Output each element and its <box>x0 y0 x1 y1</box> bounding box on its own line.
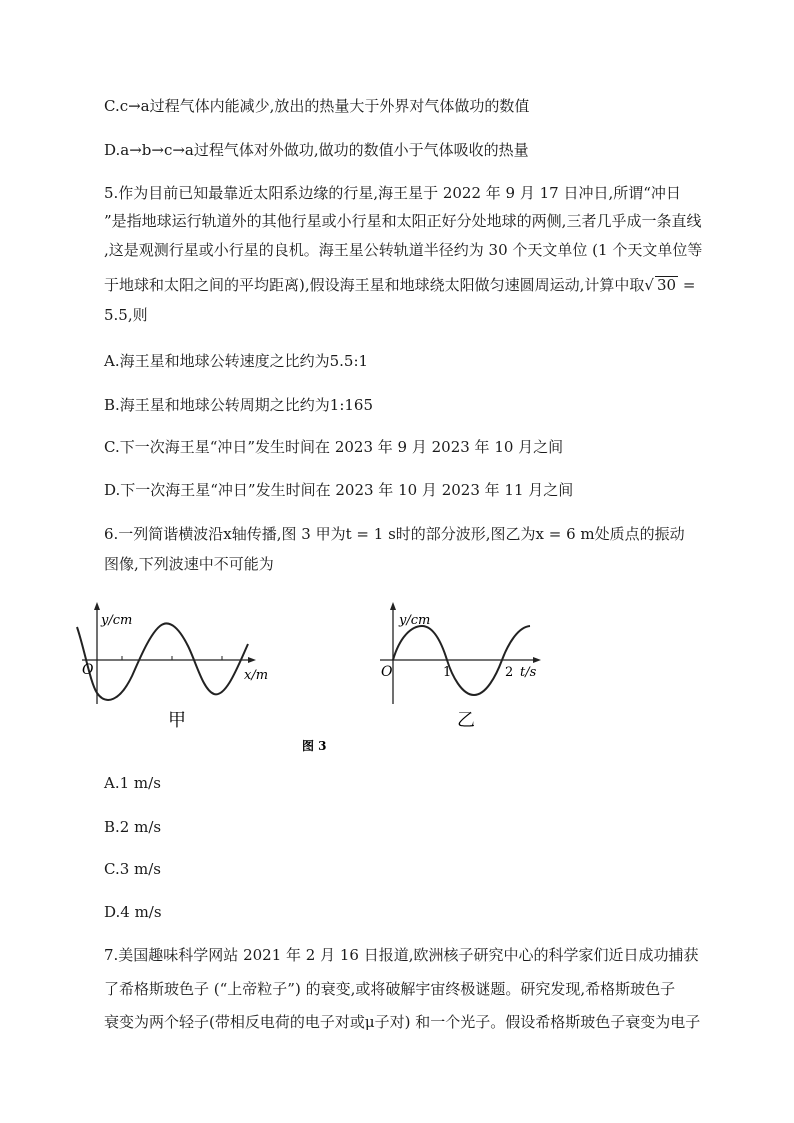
q5-stem-line-1: 5.作为目前已知最靠近太阳系边缘的行星,海王星于 2022 年 9 月 17 日冲日,所谓“冲日 <box>104 184 681 202</box>
q6-stem-line-2: 图像,下列波速中不可能为 <box>104 555 274 573</box>
q5-option-b: B.海王星和地球公转周期之比约为1:165 <box>104 396 374 414</box>
sqrt-sign: √ <box>644 276 654 294</box>
jia-y-label: y/cm <box>101 613 133 628</box>
yi-y-arrow <box>390 602 396 610</box>
q5-stem-line-3: ,这是观测行星或小行星的良机。海王星公转轨道半径约为 30 个天文单位 (1 个天文单位等 <box>104 241 703 259</box>
q5-stem-line-2: ”是指地球运行轨道外的其他行星或小行星和太阳正好分处地球的两侧,三者几乎成一条直线 <box>104 212 702 230</box>
yi-tick-label-2: 2 <box>505 665 514 680</box>
jia-caption: 甲 <box>168 710 186 731</box>
q5-stem-line-5: 5.5,则 <box>104 306 148 324</box>
q6-option-d: D.4 m/s <box>104 903 162 921</box>
q5-option-d: D.下一次海王星“冲日”发生时间在 2023 年 10 月 2023 年 11 月之间 <box>104 481 574 499</box>
jia-y-arrow <box>94 602 100 610</box>
graph-yi <box>380 602 541 731</box>
sqrt-radicand: 30 <box>656 276 677 294</box>
yi-x-label: t/s <box>520 665 537 680</box>
q5-stem-line-4-text: 于地球和太阳之间的平均距离),假设海王星和地球绕太阳做匀速圆周运动,计算中取 <box>104 276 645 294</box>
yi-tick-label-1: 1 <box>443 665 452 680</box>
jia-x-arrow <box>248 657 256 663</box>
q6-option-c: C.3 m/s <box>104 860 161 878</box>
yi-x-arrow <box>533 657 541 663</box>
q4-option-d: D.a→b→c→a过程气体对外做功,做功的数值小于气体吸收的热量 <box>104 141 529 159</box>
jia-wave-curve <box>77 623 248 699</box>
yi-origin-label: O <box>381 664 393 680</box>
jia-origin-label: O <box>82 662 94 678</box>
yi-caption: 乙 <box>457 710 475 731</box>
q6-stem-line-1: 6.一列简谐横波沿x轴传播,图 3 甲为t = 1 s时的部分波形,图乙为x = 6 m处质点的振动 <box>104 525 685 543</box>
jia-x-label: x/m <box>244 668 269 683</box>
q5-stem-line-4-equals: = <box>678 276 696 294</box>
q6-option-b: B.2 m/s <box>104 818 162 836</box>
figure-caption: 图 3 <box>302 739 327 753</box>
q7-stem-line-1: 7.美国趣味科学网站 2021 年 2 月 16 日报道,欧洲核子研究中心的科学家们近日成功捕获 <box>104 946 699 964</box>
q5-stem-line-4 <box>104 275 695 295</box>
q6-option-a: A.1 m/s <box>104 774 161 792</box>
yi-y-label: y/cm <box>399 613 431 628</box>
q5-option-a: A.海王星和地球公转速度之比约为5.5:1 <box>104 352 369 370</box>
q7-stem-line-2: 了希格斯玻色子 (“上帝粒子”) 的衰变,或将破解宇宙终极谜题。研究发现,希格斯玻色子 <box>104 980 676 998</box>
q5-option-c: C.下一次海王星“冲日”发生时间在 2023 年 9 月 2023 年 10 月之间 <box>104 438 564 456</box>
graph-jia <box>77 602 268 731</box>
q7-stem-line-3: 衰变为两个轻子(带相反电荷的电子对或μ子对) 和一个光子。假设希格斯玻色子衰变为电子 <box>104 1013 701 1031</box>
figure-3 <box>0 596 794 796</box>
q4-option-c: C.c→a过程气体内能减少,放出的热量大于外界对气体做功的数值 <box>104 97 530 115</box>
